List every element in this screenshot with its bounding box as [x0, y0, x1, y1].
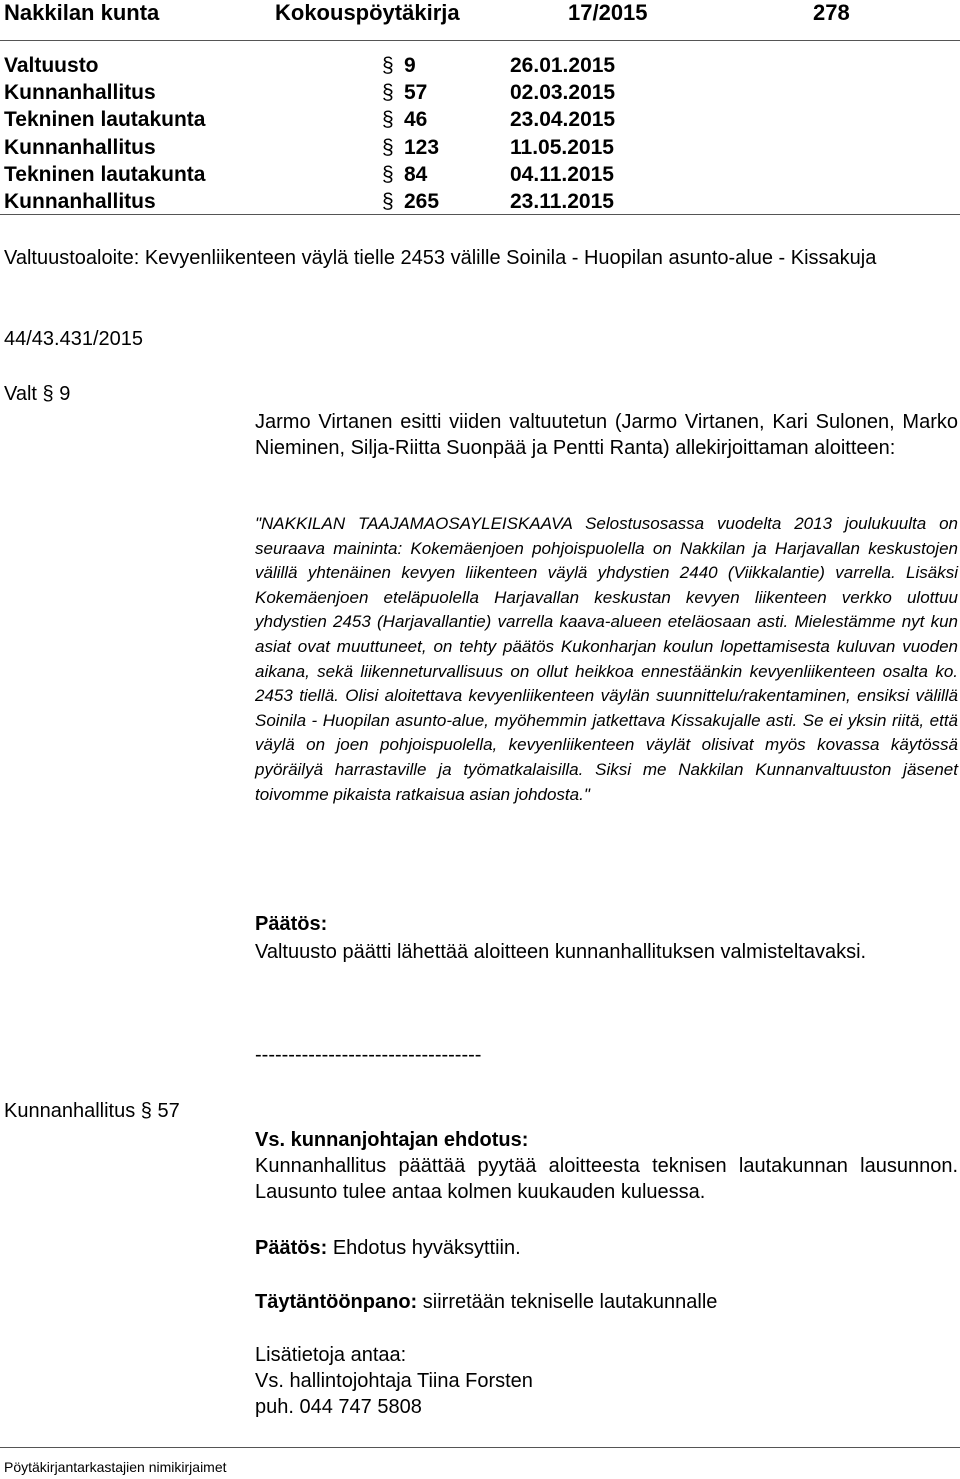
section-icon: § [382, 81, 394, 104]
history-body: Kunnanhallitus [4, 136, 156, 159]
history-num: 9 [404, 54, 416, 77]
document-type: Kokouspöytäkirja [275, 0, 460, 25]
section-icon: § [382, 190, 394, 213]
history-date: 04.11.2015 [510, 163, 614, 186]
history-num: 123 [404, 136, 440, 159]
decision-label: Päätös: [255, 913, 328, 935]
section-separator: ---------------------------------- [255, 1044, 482, 1066]
decision-label: Päätös: [255, 1237, 328, 1259]
info-phone: puh. 044 747 5808 [255, 1396, 422, 1418]
section-body-label: Kunnanhallitus [4, 1100, 136, 1122]
history-num: 46 [404, 108, 428, 131]
decision-text: Valtuusto päätti lähettää aloitteen kunnanhallituksen valmisteltavaksi. [255, 941, 867, 963]
decision-text: Ehdotus hyväksyttiin. [332, 1237, 521, 1259]
history-body: Tekninen lautakunta [4, 163, 206, 186]
history-date: 23.04.2015 [510, 108, 616, 131]
section-icon: § [140, 1100, 152, 1122]
execution-line [255, 1289, 717, 1315]
proposal-label: Vs. kunnanjohtajan ehdotus: [255, 1129, 529, 1151]
execution-label: Täytäntöönpano: [255, 1291, 418, 1313]
item-title: Valtuustoaloite: Kevyenliikenteen väylä tielle 2453 välille Soinila - Huopilan asunto-alue - Kissakuja [4, 247, 877, 269]
execution-text: siirretään tekniselle lautakunnalle [422, 1291, 718, 1313]
section-number: 57 [157, 1100, 180, 1122]
info-label: Lisätietoja antaa: [255, 1344, 407, 1366]
history-body: Valtuusto [4, 54, 99, 77]
history-date: 26.01.2015 [510, 54, 616, 77]
section-number: 9 [59, 383, 71, 405]
history-num: 57 [404, 81, 428, 104]
history-date: 23.11.2015 [510, 190, 614, 213]
initiative-quote: "NAKKILAN TAAJAMAOSAYLEISKAAVA Selostusosassa vuodelta 2013 joulukuulta on seuraava maininta: Kokemäenjoen pohjoispuolella on Nakkilan ja Harjavallan keskustojen välillä yhtenäinen kevyen liikenteen väylä yhdystien 2440 (Viikkalantie) varrella. Lisäksi Kokemäenjoen eteläpuolella Harjavallan keskustan kevyen liikenteen verkko ulottuu yhdystien 2453 (Harjavallantie) varrella kaava-alueen eteläosaan asti. Mielestämme nyt kun asiat ovat muuttuneet, on tehty päätös Kukonharjan koulun lopettamisesta kuluvan vuoden aikana, sekä liikenneturvallisuus on ollut heikkoa ennestäänkin kevyenliikenteen osalta ko. 2453 tiellä. Olisi aloitettava kevyenliikenteen väylän suunnittelu/rakentaminen, ensiksi välillä Soinila - Huopilan asunto-alue, myöhemmin jatkettava Kissakujalle asti. Se ei yksin riitä, että väylä on joen pohjoispuolella, kevyenliikenteen väylät olisivat myös kovassa käytössä pyöräilyä harrastaville ja työmatkalaisilla. Siksi me Nakkilan Kunnanvaltuuston jäsenet toivomme pikaista ratkaisua asian johdosta." [255, 514, 958, 804]
history-date: 02.03.2015 [510, 81, 616, 104]
initiative-intro: Jarmo Virtanen esitti viiden valtuutetun (Jarmo Virtanen, Kari Sulonen, Marko Nieminen, Silja-Riitta Suonpää ja Pentti Ranta) allekirjoittaman aloitteen: [255, 411, 958, 459]
diary-number: 44/43.431/2015 [4, 328, 144, 350]
history-num: 84 [404, 163, 428, 186]
municipality-name: Nakkilan kunta [4, 0, 160, 25]
history-num: 265 [404, 190, 440, 213]
history-date: 11.05.2015 [510, 136, 614, 159]
page-number: 278 [813, 0, 850, 25]
info-person: Vs. hallintojohtaja Tiina Forsten [255, 1370, 533, 1392]
history-divider [0, 214, 960, 215]
section-icon: § [382, 163, 394, 186]
section-label-valtuusto [4, 381, 70, 407]
section-icon: § [382, 108, 394, 131]
section-icon: § [382, 54, 394, 77]
meeting-number: 17/2015 [568, 0, 648, 25]
section-body-label: Valt [4, 383, 37, 405]
footer-divider [0, 1447, 960, 1448]
history-body: Kunnanhallitus [4, 190, 156, 213]
history-body: Tekninen lautakunta [4, 108, 206, 131]
header-divider [0, 40, 960, 41]
section-icon: § [42, 383, 54, 405]
footer-initials-label: Pöytäkirjantarkastajien nimikirjaimet [4, 1459, 227, 1475]
history-body: Kunnanhallitus [4, 81, 156, 104]
decision-line [255, 1235, 521, 1261]
proposal-text: Kunnanhallitus päättää pyytää aloitteesta teknisen lautakunnan lausunnon. Lausunto tulee antaa kolmen kuukauden kuluessa. [255, 1155, 958, 1203]
section-label-kunnanhallitus [4, 1098, 180, 1124]
section-icon: § [382, 136, 394, 159]
